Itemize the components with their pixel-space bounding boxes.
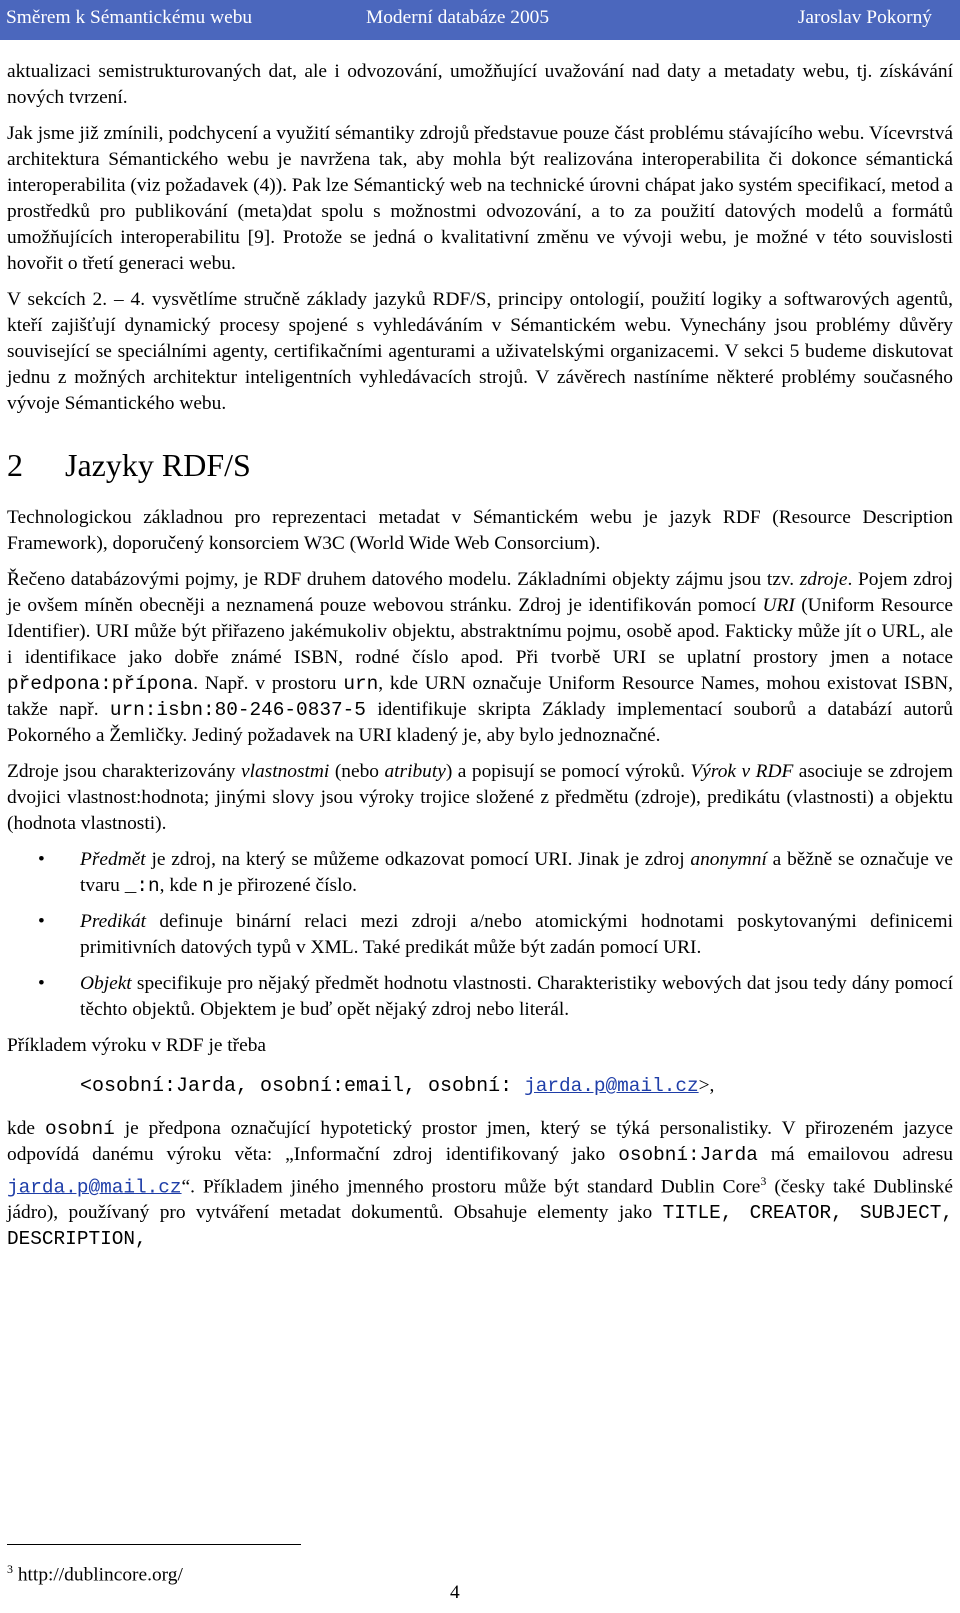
- term-vlastnosti: vlastnostmi: [240, 761, 330, 782]
- term-atributy: atributy: [384, 761, 446, 782]
- list-item: • Predikát definuje binární relaci mezi zdroji a/nebo atomickými hodnotami poskytovanými definicemi primitivních datových typů v XML. Také predikát může být zadán pomocí URI.: [38, 911, 953, 958]
- paragraph: Jak jsme již zmínili, podchycení a využití sémantiky zdrojů představue pouze část problému stávajícího webu. Vícevrstvá architektura Sémantického webu je navržena tak, aby mohla být realizována interoperabilita či dokonce sémantická interoperabilita (viz požadavek (4)). Pak lze Sémantický web na technické úrovni chápat jako systém specifikací, metod a prostředků pro publikování (meta)dat spolu s možnostmi odvozování, a to za použití datových modelů a formátů umožňujících interoperabilitu [9]. Protože se jedná o kvalitativní změnu ve vývoji webu, je možné v této souvislosti hovořit o třetí generaci webu.: [7, 123, 953, 274]
- term-vyrok: Výrok v RDF: [690, 761, 794, 782]
- paragraph: Příkladem výroku v RDF je třeba: [7, 1035, 267, 1056]
- footnote: [7, 1556, 183, 1588]
- rdf-example: <osobní:Jarda, osobní:email, osobní: jarda.p@mail.cz>,: [80, 1075, 715, 1098]
- section-heading: [7, 445, 953, 485]
- page-number: 4: [450, 1582, 460, 1603]
- header-author: Jaroslav Pokorný: [797, 7, 932, 28]
- email-link[interactable]: jarda.p@mail.cz: [524, 1075, 699, 1097]
- code-snippet: TITLE, CREATOR, SUBJECT, DESCRIPTION,: [7, 1202, 953, 1251]
- page-content: [7, 59, 953, 1262]
- term: Objekt: [80, 973, 132, 994]
- code-snippet: _:n: [124, 875, 160, 897]
- page-header: [0, 0, 960, 40]
- code-snippet: urn: [343, 673, 379, 695]
- code-snippet: osobní: [44, 1118, 115, 1140]
- footnote-text: http://dublincore.org/: [13, 1564, 183, 1586]
- paragraph: kde osobní je předpona označující hypotetický prostor jmen, který se týká personalistiky. V přirozeném jazyce odpovídá danému výroku věta: „Informační zdroj identifikovaný jako osobní:Jarda má emailovou adresu jarda.p@mail.cz“. Příkladem jiného jmenného prostoru může být standard Dublin Core$^3$ (česky také Dublinské jádro), používaný pro vytváření metadat dokumentů. Obsahuje elementy jako TITLE, CREATOR, SUBJECT, DESCRIPTION,: [7, 1118, 953, 1251]
- footnote-divider: [7, 1544, 301, 1545]
- term: Předmět: [80, 849, 146, 870]
- paragraph: Technologickou základnou pro reprezentaci metadat v Sémantickém webu je jazyk RDF (Resource Description Framework), doporučený konsorciem W3C (World Wide Web Consorcium).: [7, 507, 953, 554]
- term-zdroje: zdroje: [799, 569, 848, 590]
- header-center-title: Moderní databáze 2005: [366, 7, 550, 28]
- list-item: • Předmět je zdroj, na který se můžeme odkazovat pomocí URI. Jinak je zdroj anonymní a běžně se označuje ve tvaru _:n, kde n je přirozené číslo.: [38, 849, 953, 897]
- section-title: Jazyky RDF/S: [65, 447, 251, 483]
- term-uri: URI: [762, 595, 795, 616]
- term: Predikát: [80, 911, 147, 932]
- bullet-icon: •: [38, 849, 45, 870]
- paragraph: V sekcích 2. – 4. vysvětlíme stručně základy jazyků RDF/S, principy ontologií, použití logiky a softwarových agentů, kteří zajišťují dynamický procesy spojené s vyhledáváním v Sémantickém webu. Vynechány jsou problémy důvěry související se speciálními agenty, certifikačními agenturami a uživatelskými organizacemi. V sekci 5 budeme diskutovat jednu z možných architektur inteligentních vyhledávacích strojů. V závěrech nastíníme některé problémy současného vývoje Sémantického webu.: [7, 289, 953, 414]
- bullet-icon: •: [38, 911, 45, 932]
- code-snippet: osobní:Jarda: [618, 1144, 758, 1166]
- paragraph: Zdroje jsou charakterizovány vlastnostmi (nebo atributy) a popisují se pomocí výroků. Výrok v RDF asociuje se zdrojem dvojici vlastnost:hodnota; jinými slovy jsou výroky trojice složené z předmětu (zdroje), predikátu (vlastnosti) a objektu (hodnota vlastnosti).: [7, 761, 953, 834]
- list-item: • Objekt specifikuje pro nějaký předmět hodnotu vlastnosti. Charakteristiky webových dat jsou tedy dány pomocí těchto objektů. Objektem je buď opět nějaký zdroj nebo literál.: [38, 973, 953, 1020]
- email-link[interactable]: jarda.p@mail.cz: [7, 1176, 182, 1199]
- paragraph: Řečeno databázovými pojmy, je RDF druhem datového modelu. Základními objekty zájmu jsou tzv. zdroje. Pojem zdroj je ovšem míněn obecněji a neznamená pouze webovou stránku. Zdroj je identifikován pomocí URI (Uniform Resource Identifier). URI může být přiřazeno jakémukoliv objektu, abstraktnímu pojmu, osobě apod. Fakticky může jít o URL, ale i identifikace jako dobře známé ISBN, rodné číslo apod. Při tvorbě URI se uplatní prostory jmen a notace předpona:přípona. Např. v prostoru urn, kde URN označuje Uniform Resource Names, mohou existovat ISBN, takže např. urn:isbn:80-246-0837-5 identifikuje skripta Základy implementací souborů a databází autorů Pokorného a Žemličky. Jediný požadavek na URI kladený je, aby bylo jednoznačné.: [7, 569, 953, 746]
- section-number: 2: [7, 447, 23, 483]
- bullet-icon: •: [38, 973, 45, 994]
- code-snippet: n: [202, 875, 214, 897]
- code-snippet: <osobní:Jarda, osobní:email, osobní:: [80, 1075, 525, 1098]
- footnote-ref: 3: [760, 1174, 767, 1188]
- paragraph: aktualizaci semistrukturovaných dat, ale i odvozování, umožňující uvažování nad daty a metadaty webu, tj. získávání nových tvrzení.: [7, 61, 953, 108]
- code-snippet: předpona:přípona: [7, 673, 194, 695]
- code-snippet: urn:isbn:80-246-0837-5: [109, 699, 366, 721]
- footnote-number: 3: [7, 1562, 13, 1576]
- bullet-list: [7, 847, 953, 1023]
- header-left-title: Směrem k Sémantickému webu: [6, 7, 253, 28]
